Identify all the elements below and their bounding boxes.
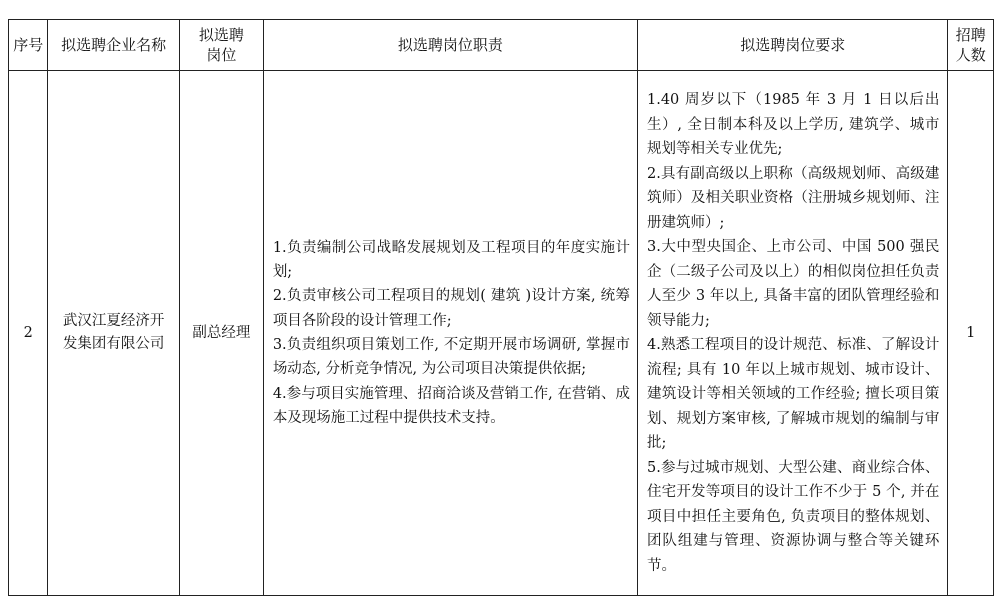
duty-item: 2.负责审核公司工程项目的规划( 建筑 )设计方案, 统筹项目各阶段的设计管理工作;: [272, 288, 630, 329]
row-position: 副总经理: [179, 71, 263, 596]
header-hiring-count: 招聘人数: [948, 20, 994, 71]
header-company-name: 拟选聘企业名称: [48, 20, 179, 71]
row-requirements: [637, 71, 947, 596]
row-company-name: 武汉江夏经济开发集团有限公司: [48, 71, 179, 596]
duty-item: 1.负责编制公司战略发展规划及工程项目的年度实施计划;: [272, 239, 630, 281]
header-row: [9, 20, 994, 71]
header-serial-number: 序号: [9, 20, 48, 71]
header-duties: 拟选聘岗位职责: [263, 20, 637, 71]
requirement-item: 1.40 周岁以下（1985 年 3 月 1 日以后出生）, 全日制本科及以上学历, 建筑学、城市规划等相关专业优先;: [646, 92, 940, 157]
requirement-item: 2.具有副高级以上职称（高级规划师、高级建筑师）及相关职业资格（注册城乡规划师、注册建筑师）;: [646, 165, 940, 231]
duty-item: 4.参与项目实施管理、招商洽谈及营销工作, 在营销、成本及现场施工过程中提供技术支持。: [272, 385, 630, 426]
requirement-item: 4.熟悉工程项目的设计规范、标准、了解设计流程; 具有 10 年以上城市规划、城市设计、建筑设计等相关领域的工作经验; 擅长项目策划、规划方案审核, 了解城市规划的编制与审批;: [646, 337, 940, 451]
requirement-item: 5.参与过城市规划、大型公建、商业综合体、住宅开发等项目的设计工作不少于 5 个, 并在项目中担任主要角色, 负责项目的整体规划、团队组建与管理、资源协调与整合等关键环节。: [646, 459, 940, 574]
table-row: [9, 71, 994, 596]
requirement-item: 3.大中型央国企、上市公司、中国 500 强民企（二级子公司及以上）的相似岗位担任负责人至少 3 年以上, 具备丰富的团队管理经验和领导能力;: [646, 239, 940, 329]
header-position: 拟选聘岗位: [179, 20, 263, 71]
row-duties: [263, 71, 637, 596]
duty-item: 3.负责组织项目策划工作, 不定期开展市场调研, 掌握市场动态, 分析竞争情况, 为公司项目决策提供依据;: [272, 337, 630, 378]
header-requirements: 拟选聘岗位要求: [637, 20, 947, 71]
row-hiring-count: 1: [948, 71, 994, 596]
row-serial-number: 2: [9, 71, 48, 596]
recruitment-table: [8, 19, 994, 596]
